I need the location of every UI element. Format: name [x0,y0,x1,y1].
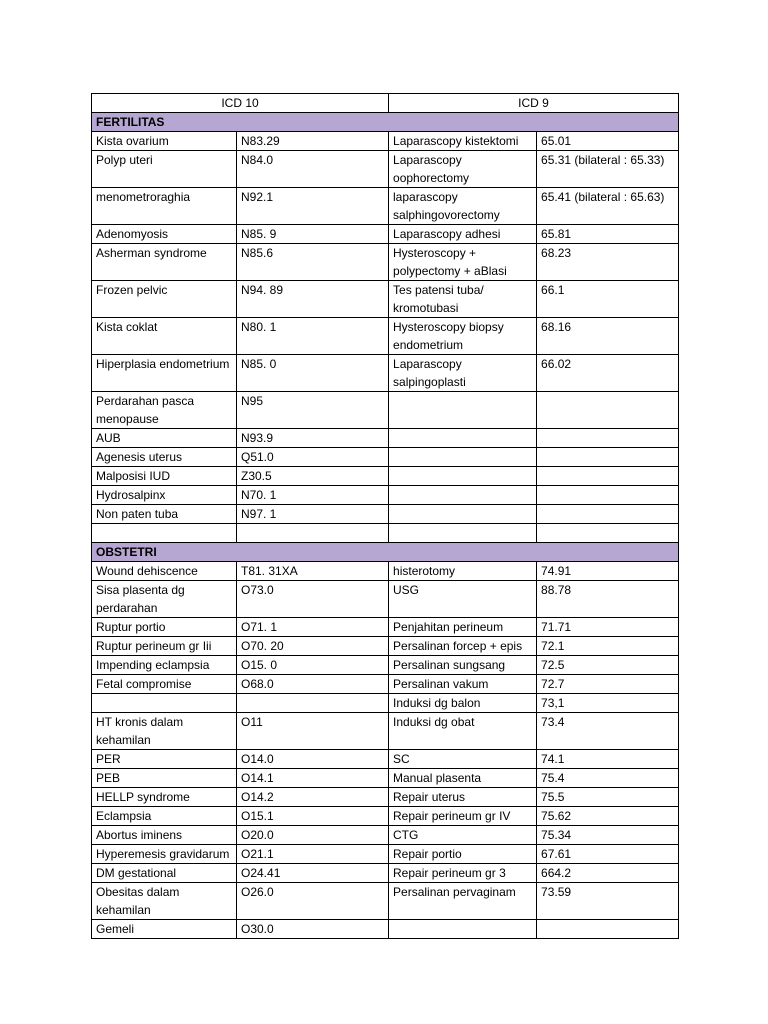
icd9-code-cell: 72.5 [537,656,679,675]
diagnosis-cell: Non paten tuba [92,505,237,524]
diagnosis-cell: Ruptur perineum gr Iii [92,637,237,656]
procedure-cell: Manual plasenta [389,769,537,788]
diagnosis-cell: Malposisi IUD [92,467,237,486]
table-row [92,713,679,750]
procedure-cell [389,392,537,429]
icd9-code-cell: 75.5 [537,788,679,807]
diagnosis-cell: Perdarahan pasca menopause [92,392,237,429]
diagnosis-cell: DM gestational [92,864,237,883]
icd10-code-cell: O68.0 [237,675,389,694]
diagnosis-cell [92,694,237,713]
icd10-code-cell: N97. 1 [237,505,389,524]
procedure-cell: histerotomy [389,562,537,581]
icd9-code-cell: 74.1 [537,750,679,769]
icd9-code-cell [537,920,679,939]
icd9-code-cell: 75.4 [537,769,679,788]
procedure-cell: USG [389,581,537,618]
table-row [92,920,679,939]
icd10-code-cell: O14.0 [237,750,389,769]
icd-code-table [91,93,679,939]
icd9-code-cell [537,486,679,505]
table-row [92,448,679,467]
icd10-code-cell: N84.0 [237,151,389,188]
table-row [92,467,679,486]
table-row [92,637,679,656]
icd9-code-cell: 67.61 [537,845,679,864]
procedure-cell: Penjahitan perineum [389,618,537,637]
icd9-code-cell: 65.31 (bilateral : 65.33) [537,151,679,188]
icd10-code-cell: N85.6 [237,244,389,281]
diagnosis-cell: Sisa plasenta dg perdarahan [92,581,237,618]
icd9-code-cell: 66.02 [537,355,679,392]
table-row [92,750,679,769]
procedure-cell [389,448,537,467]
table-row [92,486,679,505]
icd10-code-cell [237,694,389,713]
table-row [92,225,679,244]
icd10-code-cell: O21.1 [237,845,389,864]
icd9-code-cell: 68.16 [537,318,679,355]
procedure-cell: Persalinan forcep + epis [389,637,537,656]
icd10-code-cell: O15.1 [237,807,389,826]
table-row [92,281,679,318]
procedure-cell: Persalinan sungsang [389,656,537,675]
table-row [92,788,679,807]
table-row [92,562,679,581]
section-header-row [92,113,679,132]
procedure-cell [389,505,537,524]
icd9-code-cell: 88.78 [537,581,679,618]
table-row [92,524,679,543]
diagnosis-cell: Abortus iminens [92,826,237,845]
icd10-code-cell: O20.0 [237,826,389,845]
icd10-header: ICD 10 [92,94,389,113]
procedure-cell: Repair portio [389,845,537,864]
icd10-code-cell: N83.29 [237,132,389,151]
icd10-code-cell: O70. 20 [237,637,389,656]
icd10-code-cell: O30.0 [237,920,389,939]
diagnosis-cell: Hyperemesis gravidarum [92,845,237,864]
procedure-cell: Tes patensi tuba/ kromotubasi [389,281,537,318]
diagnosis-cell: menometroraghia [92,188,237,225]
table-row [92,132,679,151]
diagnosis-cell: PER [92,750,237,769]
diagnosis-cell: Hydrosalpinx [92,486,237,505]
icd10-code-cell: O26.0 [237,883,389,920]
procedure-cell: Laparascopy adhesi [389,225,537,244]
icd10-code-cell: N93.9 [237,429,389,448]
icd9-code-cell: 72.7 [537,675,679,694]
table-row [92,845,679,864]
diagnosis-cell: Fetal compromise [92,675,237,694]
procedure-cell [389,486,537,505]
diagnosis-cell [92,524,237,543]
procedure-cell: Hysteroscopy + polypectomy + aBlasi [389,244,537,281]
table-row [92,864,679,883]
icd10-code-cell: O73.0 [237,581,389,618]
icd9-code-cell: 74.91 [537,562,679,581]
icd9-code-cell: 71.71 [537,618,679,637]
icd10-code-cell: O24.41 [237,864,389,883]
table-row [92,694,679,713]
icd9-code-cell: 664.2 [537,864,679,883]
diagnosis-cell: Agenesis uterus [92,448,237,467]
table-row [92,151,679,188]
table-row [92,807,679,826]
icd10-code-cell: O15. 0 [237,656,389,675]
icd9-code-cell: 73.4 [537,713,679,750]
table-row [92,318,679,355]
procedure-cell [389,920,537,939]
table-row [92,188,679,225]
icd9-code-cell: 65.01 [537,132,679,151]
icd9-code-cell [537,392,679,429]
procedure-cell: SC [389,750,537,769]
icd9-code-cell: 65.41 (bilateral : 65.63) [537,188,679,225]
section-title: FERTILITAS [92,113,679,132]
icd-code-table-page [91,93,678,939]
icd10-code-cell: N95 [237,392,389,429]
diagnosis-cell: Kista ovarium [92,132,237,151]
icd9-code-cell: 68.23 [537,244,679,281]
diagnosis-cell: Gemeli [92,920,237,939]
procedure-cell: Laparascopy oophorectomy [389,151,537,188]
diagnosis-cell: Asherman syndrome [92,244,237,281]
icd9-code-cell: 73,1 [537,694,679,713]
procedure-cell: Laparascopy kistektomi [389,132,537,151]
icd10-code-cell [237,524,389,543]
icd9-code-cell: 65.81 [537,225,679,244]
icd10-code-cell: O71. 1 [237,618,389,637]
icd9-code-cell: 75.62 [537,807,679,826]
procedure-cell: laparascopy salphingovorectomy [389,188,537,225]
icd10-code-cell: T81. 31XA [237,562,389,581]
table-row [92,826,679,845]
diagnosis-cell: HT kronis dalam kehamilan [92,713,237,750]
icd10-code-cell: N94. 89 [237,281,389,318]
table-header-row [92,94,679,113]
diagnosis-cell: Kista coklat [92,318,237,355]
procedure-cell: Repair perineum gr 3 [389,864,537,883]
procedure-cell [389,524,537,543]
diagnosis-cell: AUB [92,429,237,448]
table-row [92,244,679,281]
diagnosis-cell: Impending eclampsia [92,656,237,675]
icd9-code-cell [537,448,679,467]
icd10-code-cell: N85. 0 [237,355,389,392]
table-row [92,618,679,637]
diagnosis-cell: Polyp uteri [92,151,237,188]
table-row [92,656,679,675]
procedure-cell: Induksi dg balon [389,694,537,713]
diagnosis-cell: Obesitas dalam kehamilan [92,883,237,920]
procedure-cell: Repair perineum gr IV [389,807,537,826]
table-row [92,883,679,920]
procedure-cell: Repair uterus [389,788,537,807]
table-row [92,355,679,392]
icd10-code-cell: N85. 9 [237,225,389,244]
icd10-code-cell: Z30.5 [237,467,389,486]
section-title: OBSTETRI [92,543,679,562]
diagnosis-cell: Hiperplasia endometrium [92,355,237,392]
table-row [92,505,679,524]
table-row [92,769,679,788]
icd9-code-cell: 72.1 [537,637,679,656]
table-row [92,429,679,448]
section-header-row [92,543,679,562]
diagnosis-cell: Wound dehiscence [92,562,237,581]
icd9-header: ICD 9 [389,94,679,113]
icd9-code-cell: 66.1 [537,281,679,318]
procedure-cell: CTG [389,826,537,845]
procedure-cell: Laparascopy salpingoplasti [389,355,537,392]
procedure-cell: Hysteroscopy biopsy endometrium [389,318,537,355]
diagnosis-cell: Ruptur portio [92,618,237,637]
icd10-code-cell: O14.1 [237,769,389,788]
icd10-code-cell: N70. 1 [237,486,389,505]
icd10-code-cell: Q51.0 [237,448,389,467]
icd10-code-cell: O14.2 [237,788,389,807]
diagnosis-cell: PEB [92,769,237,788]
procedure-cell [389,467,537,486]
procedure-cell: Persalinan pervaginam [389,883,537,920]
icd9-code-cell: 73.59 [537,883,679,920]
table-row [92,392,679,429]
diagnosis-cell: Frozen pelvic [92,281,237,318]
table-row [92,581,679,618]
table-body [92,94,679,939]
icd9-code-cell: 75.34 [537,826,679,845]
icd9-code-cell [537,505,679,524]
icd10-code-cell: N80. 1 [237,318,389,355]
icd9-code-cell [537,524,679,543]
icd10-code-cell: O11 [237,713,389,750]
procedure-cell [389,429,537,448]
procedure-cell: Induksi dg obat [389,713,537,750]
diagnosis-cell: HELLP syndrome [92,788,237,807]
diagnosis-cell: Adenomyosis [92,225,237,244]
table-row [92,675,679,694]
icd9-code-cell [537,467,679,486]
procedure-cell: Persalinan vakum [389,675,537,694]
diagnosis-cell: Eclampsia [92,807,237,826]
icd9-code-cell [537,429,679,448]
icd10-code-cell: N92.1 [237,188,389,225]
